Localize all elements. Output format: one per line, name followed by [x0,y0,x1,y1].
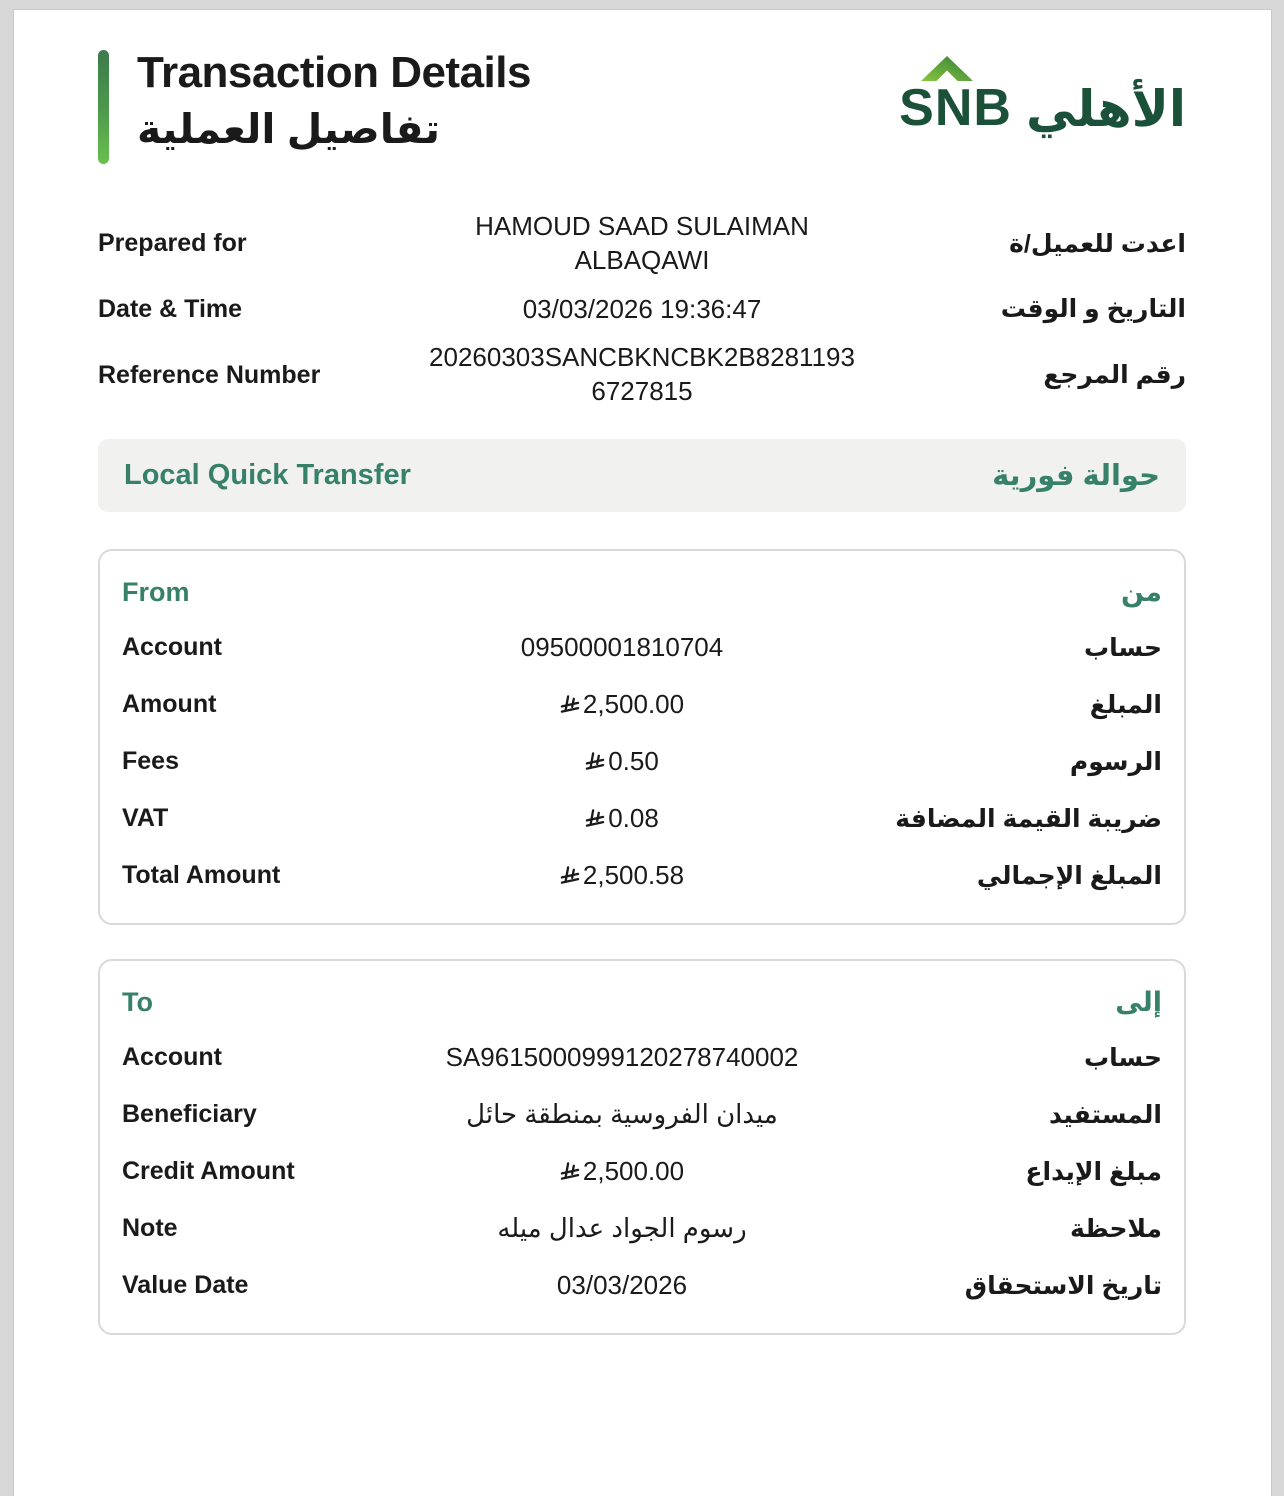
prepared-for-row [98,210,1186,278]
prepared-for-value: HAMOUD SAAD SULAIMAN ALBAQAWI [475,211,809,275]
receipt-page [13,9,1272,1496]
vat-label-arabic: ضريبة القيمة المضافة [895,804,1162,833]
credit-amount-label-arabic: مبلغ الإيداع [1025,1157,1162,1186]
beneficiary-label: Beneficiary [122,1100,257,1129]
value-date-label-arabic: تاريخ الاستحقاق [964,1271,1162,1300]
to-header-arabic: إلى [1115,986,1162,1017]
snb-bank-logo [899,56,1186,137]
fees-label: Fees [122,747,179,776]
total-amount-row [122,859,1162,893]
amount-number: 2,500.00 [582,689,685,720]
from-header: From [122,576,190,607]
snb-chevron-icon [921,56,973,82]
saudi-riyal-icon [585,808,605,829]
prepared-for-label-arabic: اعدت للعميل/ة [1009,229,1186,258]
reference-number-row [98,341,1186,409]
saudi-riyal-icon [560,865,580,886]
vat-row [122,802,1162,836]
note-value: رسوم الجواد عدال ميله [497,1213,747,1244]
from-account-value: 09500001810704 [520,632,724,663]
total-amount-label: Total Amount [122,861,281,890]
snb-logo-text: SNB [899,79,1012,137]
receipt-header [98,48,1186,164]
alahli-logo-text: الأهلي [1025,81,1186,137]
note-label-arabic: ملاحظة [1070,1214,1162,1243]
meta-section [98,210,1186,409]
fees-row [122,745,1162,779]
to-account-row [122,1041,1162,1075]
beneficiary-value: ميدان الفروسية بمنطقة حائل [466,1099,778,1130]
amount-value [560,688,684,722]
green-accent-bar [98,50,109,164]
reference-number-value: 20260303SANCBKNCBK2B82811936727815 [429,342,855,407]
from-account-label-arabic: حساب [1084,633,1162,662]
beneficiary-row [122,1098,1162,1132]
beneficiary-label-arabic: المستفيد [1048,1100,1162,1129]
from-card [98,549,1186,925]
transfer-type-label: Local Quick Transfer [124,458,411,491]
from-header-arabic: من [1120,576,1162,607]
total-amount-number: 2,500.58 [582,860,685,891]
from-account-label: Account [122,633,222,662]
snb-logo-latin [899,56,1012,137]
fees-value [585,745,659,779]
date-time-value: 03/03/2026 19:36:47 [522,293,762,324]
reference-number-label-arabic: رقم المرجع [1043,361,1186,390]
prepared-for-label: Prepared for [98,229,247,258]
title-block [98,48,531,164]
to-header: To [122,986,153,1017]
from-account-row [122,631,1162,665]
reference-number-label: Reference Number [98,360,321,389]
page-title: Transaction Details [137,48,531,97]
from-card-header [122,577,1162,608]
titles [137,48,531,164]
value-date-label: Value Date [122,1271,249,1300]
total-amount-value [560,859,684,893]
fees-number: 0.50 [608,746,659,777]
vat-label: VAT [122,804,169,833]
page-title-arabic: تفاصيل العملية [137,105,441,152]
total-amount-label-arabic: المبلغ الإجمالي [976,861,1162,890]
amount-label: Amount [122,690,217,719]
amount-row [122,688,1162,722]
to-account-label: Account [122,1043,222,1072]
vat-number: 0.08 [608,803,659,834]
note-label: Note [122,1214,178,1243]
note-row [122,1212,1162,1246]
to-card [98,959,1186,1335]
date-time-row [98,293,1186,327]
credit-amount-row [122,1155,1162,1189]
credit-amount-number: 2,500.00 [582,1156,685,1187]
transfer-type-label-arabic: حوالة فورية [992,459,1160,492]
saudi-riyal-icon [585,751,605,772]
to-card-header [122,987,1162,1018]
credit-amount-label: Credit Amount [122,1157,295,1186]
saudi-riyal-icon [560,1161,580,1182]
fees-label-arabic: الرسوم [1069,747,1162,776]
credit-amount-value [560,1155,684,1189]
transfer-type-banner [98,439,1186,512]
value-date-value: 03/03/2026 [556,1270,688,1301]
to-account-label-arabic: حساب [1084,1043,1162,1072]
amount-label-arabic: المبلغ [1089,690,1162,719]
to-account-value: SA9615000999120278740002 [445,1042,799,1073]
saudi-riyal-icon [560,694,580,715]
vat-value [585,802,659,836]
date-time-label: Date & Time [98,294,243,323]
value-date-row [122,1269,1162,1303]
date-time-label-arabic: التاريخ و الوقت [1000,295,1186,324]
receipt-content [14,10,1271,1335]
